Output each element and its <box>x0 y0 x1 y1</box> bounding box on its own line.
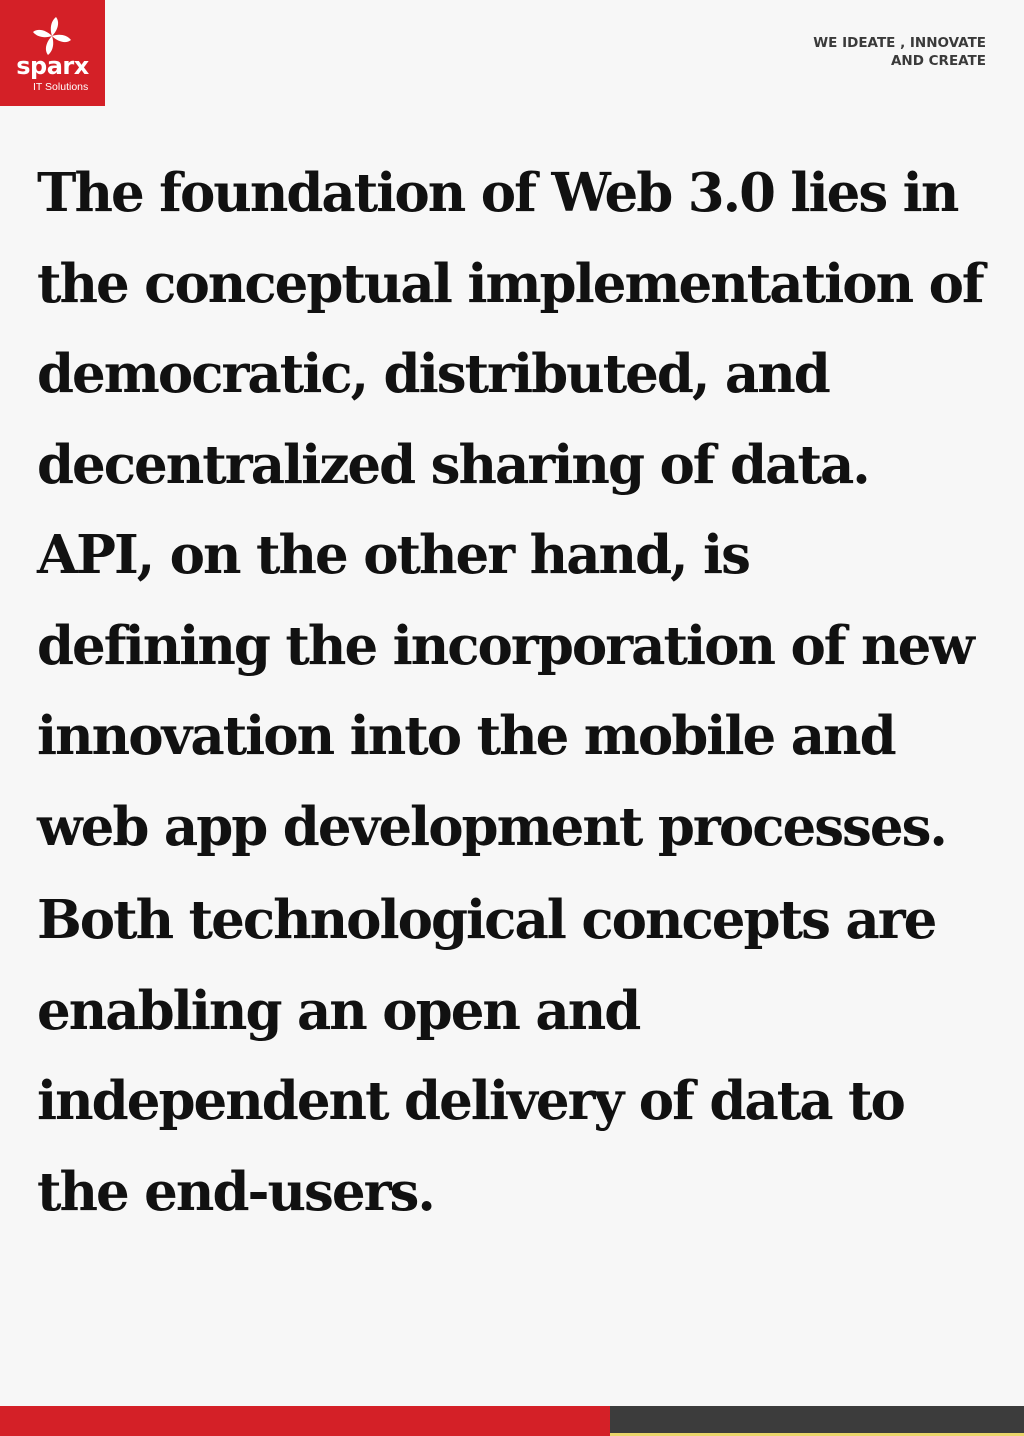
tagline <box>813 34 986 70</box>
brand-name: sparx <box>16 52 89 80</box>
footer-bar-dark <box>610 1406 1024 1436</box>
tagline-line-1: WE IDEATE , INNOVATE <box>813 35 986 51</box>
footer-bar-red <box>0 1406 610 1436</box>
brand-subtitle: IT Solutions <box>33 81 89 93</box>
brand-logo <box>0 0 105 106</box>
paragraph-2: Both technological concepts are enabling an open and independent delivery of data to the end-users. <box>37 889 936 1223</box>
main-content <box>37 148 992 1237</box>
paragraph-1: The foundation of Web 3.0 lies in the conceptual implementation of democratic, distributed, and decentralized sharing of data. API, on the other hand, is defining the incorporation of new innovation into the mobile and web app development processes. <box>37 162 983 858</box>
tagline-line-2: AND CREATE <box>890 53 986 69</box>
